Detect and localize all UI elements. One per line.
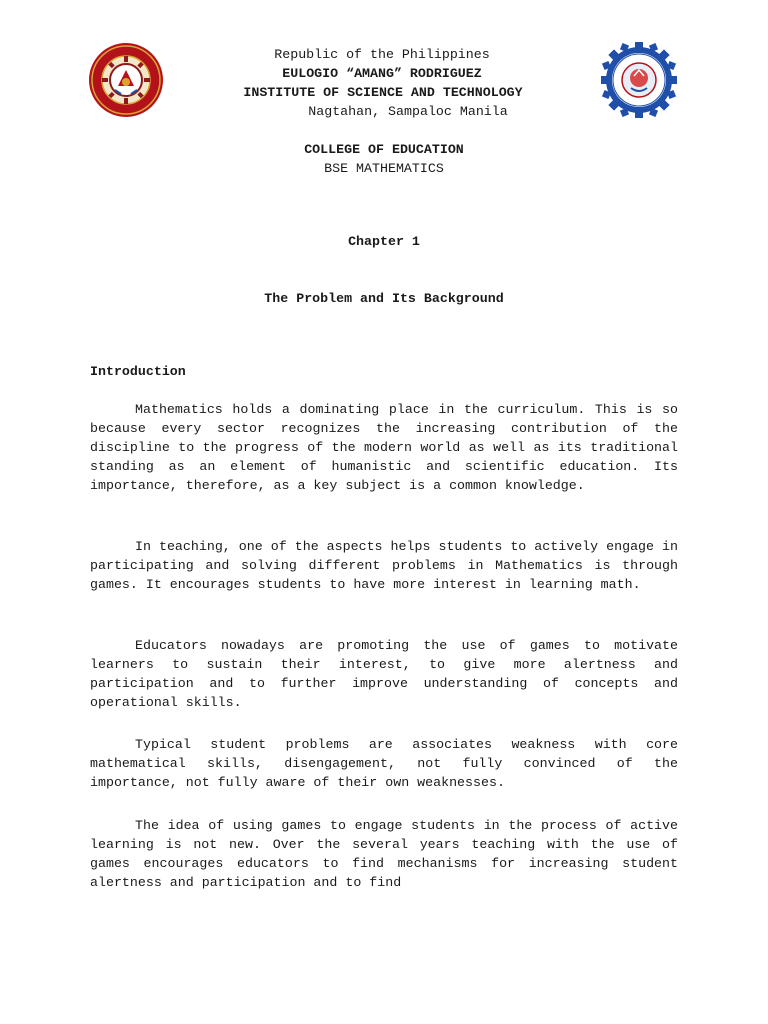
address-line: Nagtahan, Sampaloc Manila [308,104,508,119]
paragraph: The idea of using games to engage students in the process of active learning is not new. Over the several years teaching with the use of games encourages educators to find mechanisms for increasing student alertness and participation and to find [90,818,678,891]
college-name: COLLEGE OF EDUCATION [304,142,464,157]
section-heading-introduction: Introduction [90,364,186,379]
chapter-heading: Chapter 1 [348,234,420,249]
chapter-title: The Problem and Its Background [264,291,504,306]
republic-line: Republic of the Philippines [274,47,490,62]
institution-name-line: EULOGIO “AMANG” RODRIGUEZ [282,66,482,81]
paragraph: In teaching, one of the aspects helps students to actively engage in participating and solving different problems in Mathematics is through games. It encourages students to have more interest in learning math. [90,539,678,593]
paragraph: Educators nowadays are promoting the use of games to motivate learners to sustain their interest, to give more alertness and participation and to further improve understanding of concepts and operational skills. [90,638,678,711]
institution-type-line: INSTITUTE OF SCIENCE AND TECHNOLOGY [243,85,523,100]
paragraph: Typical student problems are associates weakness with core mathematical skills, disengagement, not fully convinced of the importance, not fully aware of their own weaknesses. [90,737,678,791]
paragraph: Mathematics holds a dominating place in the curriculum. This is so because every sector recognizes the increasing contribution of the discipline to the progress of the modern world as well as its traditional standing as an element of humanistic and scientific education. Its importance, therefore, as a key subject is a common knowledge. [90,402,678,494]
program-name: BSE MATHEMATICS [324,161,444,176]
